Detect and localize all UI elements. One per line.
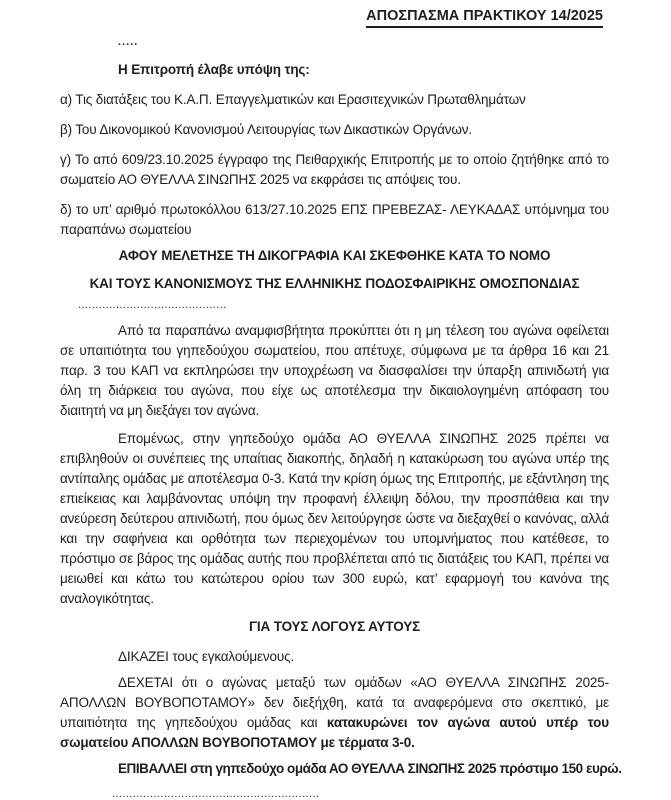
deliberation-heading-line1: ΑΦΟΥ ΜΕΛΕΤΗΣΕ ΤΗ ΔΙΚΟΓΡΑΦΙΑ ΚΑΙ ΣΚΕΦΘΗΚΕ ΚΑΤΑ ΤΟ ΝΟΜΟ: [118, 248, 551, 263]
ruling-accept-paragraph: [60, 673, 609, 753]
ruling-heading: ΓΙΑ ΤΟΥΣ ΛΟΓΟΥΣ ΑΥΤΟΥΣ: [248, 619, 421, 634]
consideration-item-d: δ) το υπ’ αριθμό πρωτοκόλλου 613/27.10.2025 ΕΠΣ ΠΡΕΒΕΖΑΣ- ΛΕΥΚΑΔΑΣ υπόμνημα του παραπάνω σωματείου: [60, 202, 609, 237]
consideration-item-c: γ) Το από 609/23.10.2025 έγγραφο της Πειθαρχικής Επιτροπής με το οποίο ζητήθηκε από το σωματείο ΑΟ ΘΥΕΛΛΑ ΣΙΝΩΠΗΣ 2025 να εκφράσει τις απόψεις του.: [60, 152, 609, 187]
reasoning-paragraph-1: Από τα παραπάνω αναμφισβήτητα προκύπτει ότι η μη τέλεση του αγώνα οφείλεται σε υπαιτιότητα του γηπεδούχου σωματείου, που απέτυχε, σύμφωνα με τα άρθρα 16 και 21 παρ. 3 του ΚΑΠ να εκπληρώσει την υποχρέωση να διασφαλίσει την ύπαρξη απινιδωτή για όλη τη διάρκεια του αγώνα, που είχε ως αποτέλεσμα την δικαιολογημένη απόφαση του διαιτητή να μη διεξάγει τον αγώνα.: [60, 323, 609, 418]
reasoning-paragraph-2: Επομένως, στην γηπεδούχο ομάδα ΑΟ ΘΥΕΛΛΑ ΣΙΝΩΠΗΣ 2025 πρέπει να επιβληθούν οι συνέπειες της υπαίτιας διακοπής, δηλαδή η κατακύρωση του αγώνα υπέρ της αντίπαλης ομάδας με αποτέλεσμα 0-3. Κατά την κρίση όμως της Επιτροπής, με εξάντληση της επιείκειας και λαμβάνοντας υπόψη την προφανή έλλειψη δόλου, την προσπάθεια και την ανεύρεση δεύτερου απινιδωτή, που όμως δεν λειτούργησε ώστε να διεξαχθεί ο κανόνας, αλλά και την σαφήνεια και ορθότητα των περιεχομένων του υπομνήματος που κατέθεσε, το πρόστιμο σε βάρος της ομάδας αυτής που προβλέπεται από τις διατάξεις του ΚΑΠ, πρέπει να μειωθεί και κάτω του κατώτερου ορίου των 300 ευρώ, κατ’ εφαρμογή του κανόνα της αναλογικότητας.: [60, 431, 609, 606]
top-dots: .....: [118, 36, 139, 48]
deliberation-heading-line2: ΚΑΙ ΤΟΥΣ ΚΑΝΟΝΙΣΜΟΥΣ ΤΗΣ ΕΛΛΗΝΙΚΗΣ ΠΟΔΟΣΦΑΙΡΙΚΗΣ ΟΜΟΣΠΟΝΔΙΑΣ: [89, 276, 580, 291]
ruling-accept-text: ΔΕΧΕΤΑΙ ότι ο αγώνας μεταξύ των ομάδων «ΑΟ ΘΥΕΛΛΑ ΣΙΝΩΠΗΣ 2025- ΑΠΟΛΛΩΝ ΒΟΥΒΟΠΟΤΑΜΟΥ» δεν διεξήχθη, κατά τα αναφερόμενα στο σκεπτικό, με υπαιτιότητα της γηπεδούχου ομάδας και: [60, 675, 609, 730]
title-row: [60, 7, 603, 28]
intro-heading: Η Επιτροπή έλαβε υπόψη της:: [118, 62, 310, 77]
separator-dots-bottom: ............................................................: [112, 788, 320, 800]
ruling-judges-line: ΔΙΚΑΖΕΙ τους εγκαλούμενους.: [118, 649, 295, 664]
ruling-fine-line: ΕΠΙΒΑΛΛΕΙ στη γηπεδούχο ομάδα ΑΟ ΘΥΕΛΛΑ ΣΙΝΩΠΗΣ 2025 πρόστιμο 150 ευρώ.: [118, 761, 622, 776]
consideration-item-a: α) Τις διατάξεις του Κ.Α.Π. Επαγγελματικών και Ερασιτεχνικών Πρωταθλημάτων: [60, 92, 526, 107]
consideration-item-b: β) Του Δικονομικού Κανονισμού Λειτουργίας των Δικαστικών Οργάνων.: [60, 122, 472, 137]
document-title: ΑΠΟΣΠΑΣΜΑ ΠΡΑΚΤΙΚΟΥ 14/2025: [366, 7, 603, 28]
ruling-accept-bold-text: κατακυρώνει τον αγώνα αυτού υπέρ του σωματείου ΑΠΟΛΛΩΝ ΒΟΥΒΟΠΟΤΑΜΟΥ με τέρματα 3-0.: [60, 715, 609, 750]
separator-dots-top: ...........................................: [78, 299, 227, 311]
